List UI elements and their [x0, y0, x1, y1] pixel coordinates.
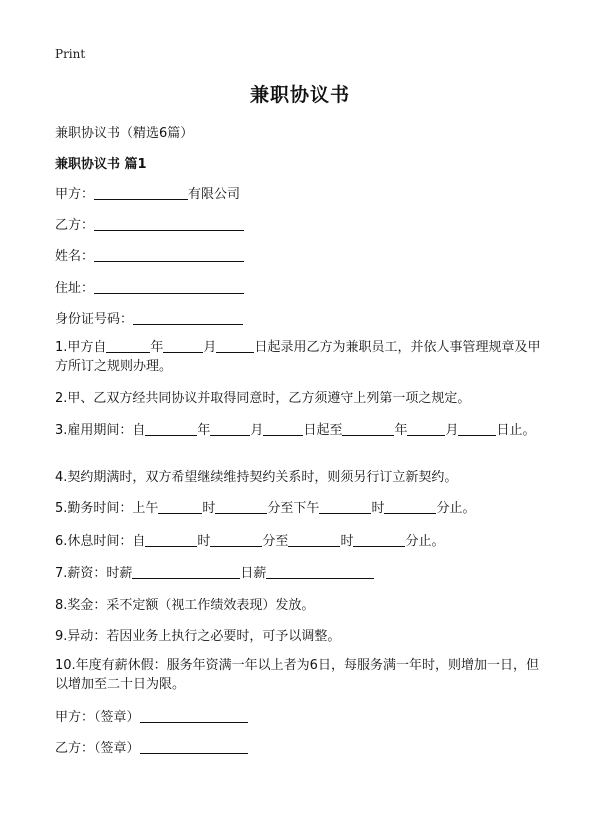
- clause-5-text-c: 分至下午: [267, 501, 320, 516]
- id-number-field: [55, 308, 243, 327]
- clause-7-text-b: 日薪: [240, 566, 267, 581]
- clause-6-text-d: 时: [340, 534, 354, 549]
- clause-6-text-b: 时: [197, 534, 211, 549]
- signature-party-a: [55, 706, 248, 725]
- clause-3-blank-3: [263, 421, 303, 436]
- clause-6-text-c: 分至: [262, 534, 289, 549]
- id-number-label: 身份证号码：: [55, 312, 134, 327]
- party-b-field: [55, 214, 244, 233]
- name-blank: [94, 247, 244, 262]
- clause-8: 8.奖金：采不定额（视工作绩效表现）发放。: [55, 598, 315, 613]
- clause-6-blank-2: [210, 532, 262, 547]
- clause-7-text-a: 7.薪资：时薪: [55, 566, 133, 581]
- clause-3-blank-2: [210, 421, 250, 436]
- signature-party-a-blank: [140, 708, 248, 723]
- name-label: 姓名：: [55, 249, 95, 264]
- clause-5-blank-1: [158, 499, 202, 514]
- clause-1-blank-year: [106, 338, 150, 353]
- clause-5-text-d: 时: [371, 501, 385, 516]
- party-a-blank: [94, 185, 188, 200]
- clause-1-text-b: 年: [150, 340, 164, 355]
- signature-party-a-label: 甲方：（签章）: [55, 710, 140, 725]
- clause-6-text-a: 6.休息时间：自: [55, 534, 146, 549]
- clause-6-blank-1: [145, 532, 197, 547]
- clause-3-blank-1: [145, 421, 197, 436]
- clause-3-text-d: 日起至: [303, 423, 343, 438]
- clause-1-blank-month: [163, 338, 203, 353]
- clause-1-blank-day: [216, 338, 254, 353]
- clause-1-text-a: 1.甲方自: [55, 340, 107, 355]
- clause-6-blank-4: [353, 532, 405, 547]
- clause-5: [55, 497, 475, 516]
- clause-7: [55, 562, 374, 581]
- clause-5-text-b: 时: [202, 501, 216, 516]
- clause-7-blank-hourly: [132, 564, 240, 579]
- signature-party-b-blank: [140, 739, 248, 754]
- signature-party-b: [55, 737, 248, 756]
- clause-3-text-c: 月: [250, 423, 264, 438]
- document-subtitle: 兼职协议书（精选6篇）: [55, 126, 194, 141]
- signature-party-b-label: 乙方：（签章）: [55, 741, 140, 756]
- party-b-blank: [94, 216, 244, 231]
- address-blank: [94, 279, 244, 294]
- clause-5-text-e: 分止。: [436, 501, 476, 516]
- party-a-field: [55, 183, 240, 202]
- clause-3: [55, 419, 536, 438]
- address-field: [55, 277, 244, 296]
- document-title: 兼职协议书: [249, 84, 350, 106]
- clause-3-text-f: 月: [445, 423, 459, 438]
- clause-10: 10.年度有薪休假：服务年资满一年以上者为6日，每服务满一年时，则增加一日，但以增加至二十日为限。: [55, 658, 539, 692]
- clause-5-blank-3: [319, 499, 371, 514]
- clause-6: [55, 530, 444, 549]
- clause-7-blank-daily: [266, 564, 374, 579]
- clause-9: 9.异动：若因业务上执行之必要时，可予以调整。: [55, 629, 341, 644]
- clause-4: 4.契约期满时，双方希望继续维持契约关系时，则须另行订立新契约。: [55, 470, 458, 485]
- clause-3-text-a: 3.雇用期间：自: [55, 423, 146, 438]
- clause-5-blank-2: [215, 499, 267, 514]
- print-label[interactable]: Print: [55, 47, 86, 61]
- clause-2: 2.甲、乙双方经共同协议并取得同意时，乙方须遵守上列第一项之规定。: [55, 391, 471, 406]
- clause-6-blank-3: [288, 532, 340, 547]
- clause-3-blank-4: [342, 421, 394, 436]
- clause-3-text-g: 日止。: [496, 423, 536, 438]
- clause-5-text-a: 5.勤务时间：上午: [55, 501, 159, 516]
- party-a-label: 甲方：: [55, 187, 95, 202]
- clause-3-text-b: 年: [197, 423, 211, 438]
- clause-5-blank-4: [384, 499, 436, 514]
- clause-1-text-d: 日起录用乙方为兼职员工，并依人事管理规章及甲方所订之规则办理。: [55, 340, 541, 374]
- clause-6-text-e: 分止。: [405, 534, 445, 549]
- section-heading: 兼职协议书 篇1: [55, 157, 147, 172]
- address-label: 住址：: [55, 281, 95, 296]
- clause-3-blank-6: [458, 421, 496, 436]
- id-number-blank: [133, 310, 243, 325]
- clause-3-text-e: 年: [394, 423, 408, 438]
- name-field: [55, 245, 244, 264]
- clause-1-text-c: 月: [203, 340, 217, 355]
- clause-3-blank-5: [407, 421, 445, 436]
- party-a-suffix: 有限公司: [188, 187, 241, 202]
- clause-1: [55, 338, 550, 376]
- party-b-label: 乙方：: [55, 218, 95, 233]
